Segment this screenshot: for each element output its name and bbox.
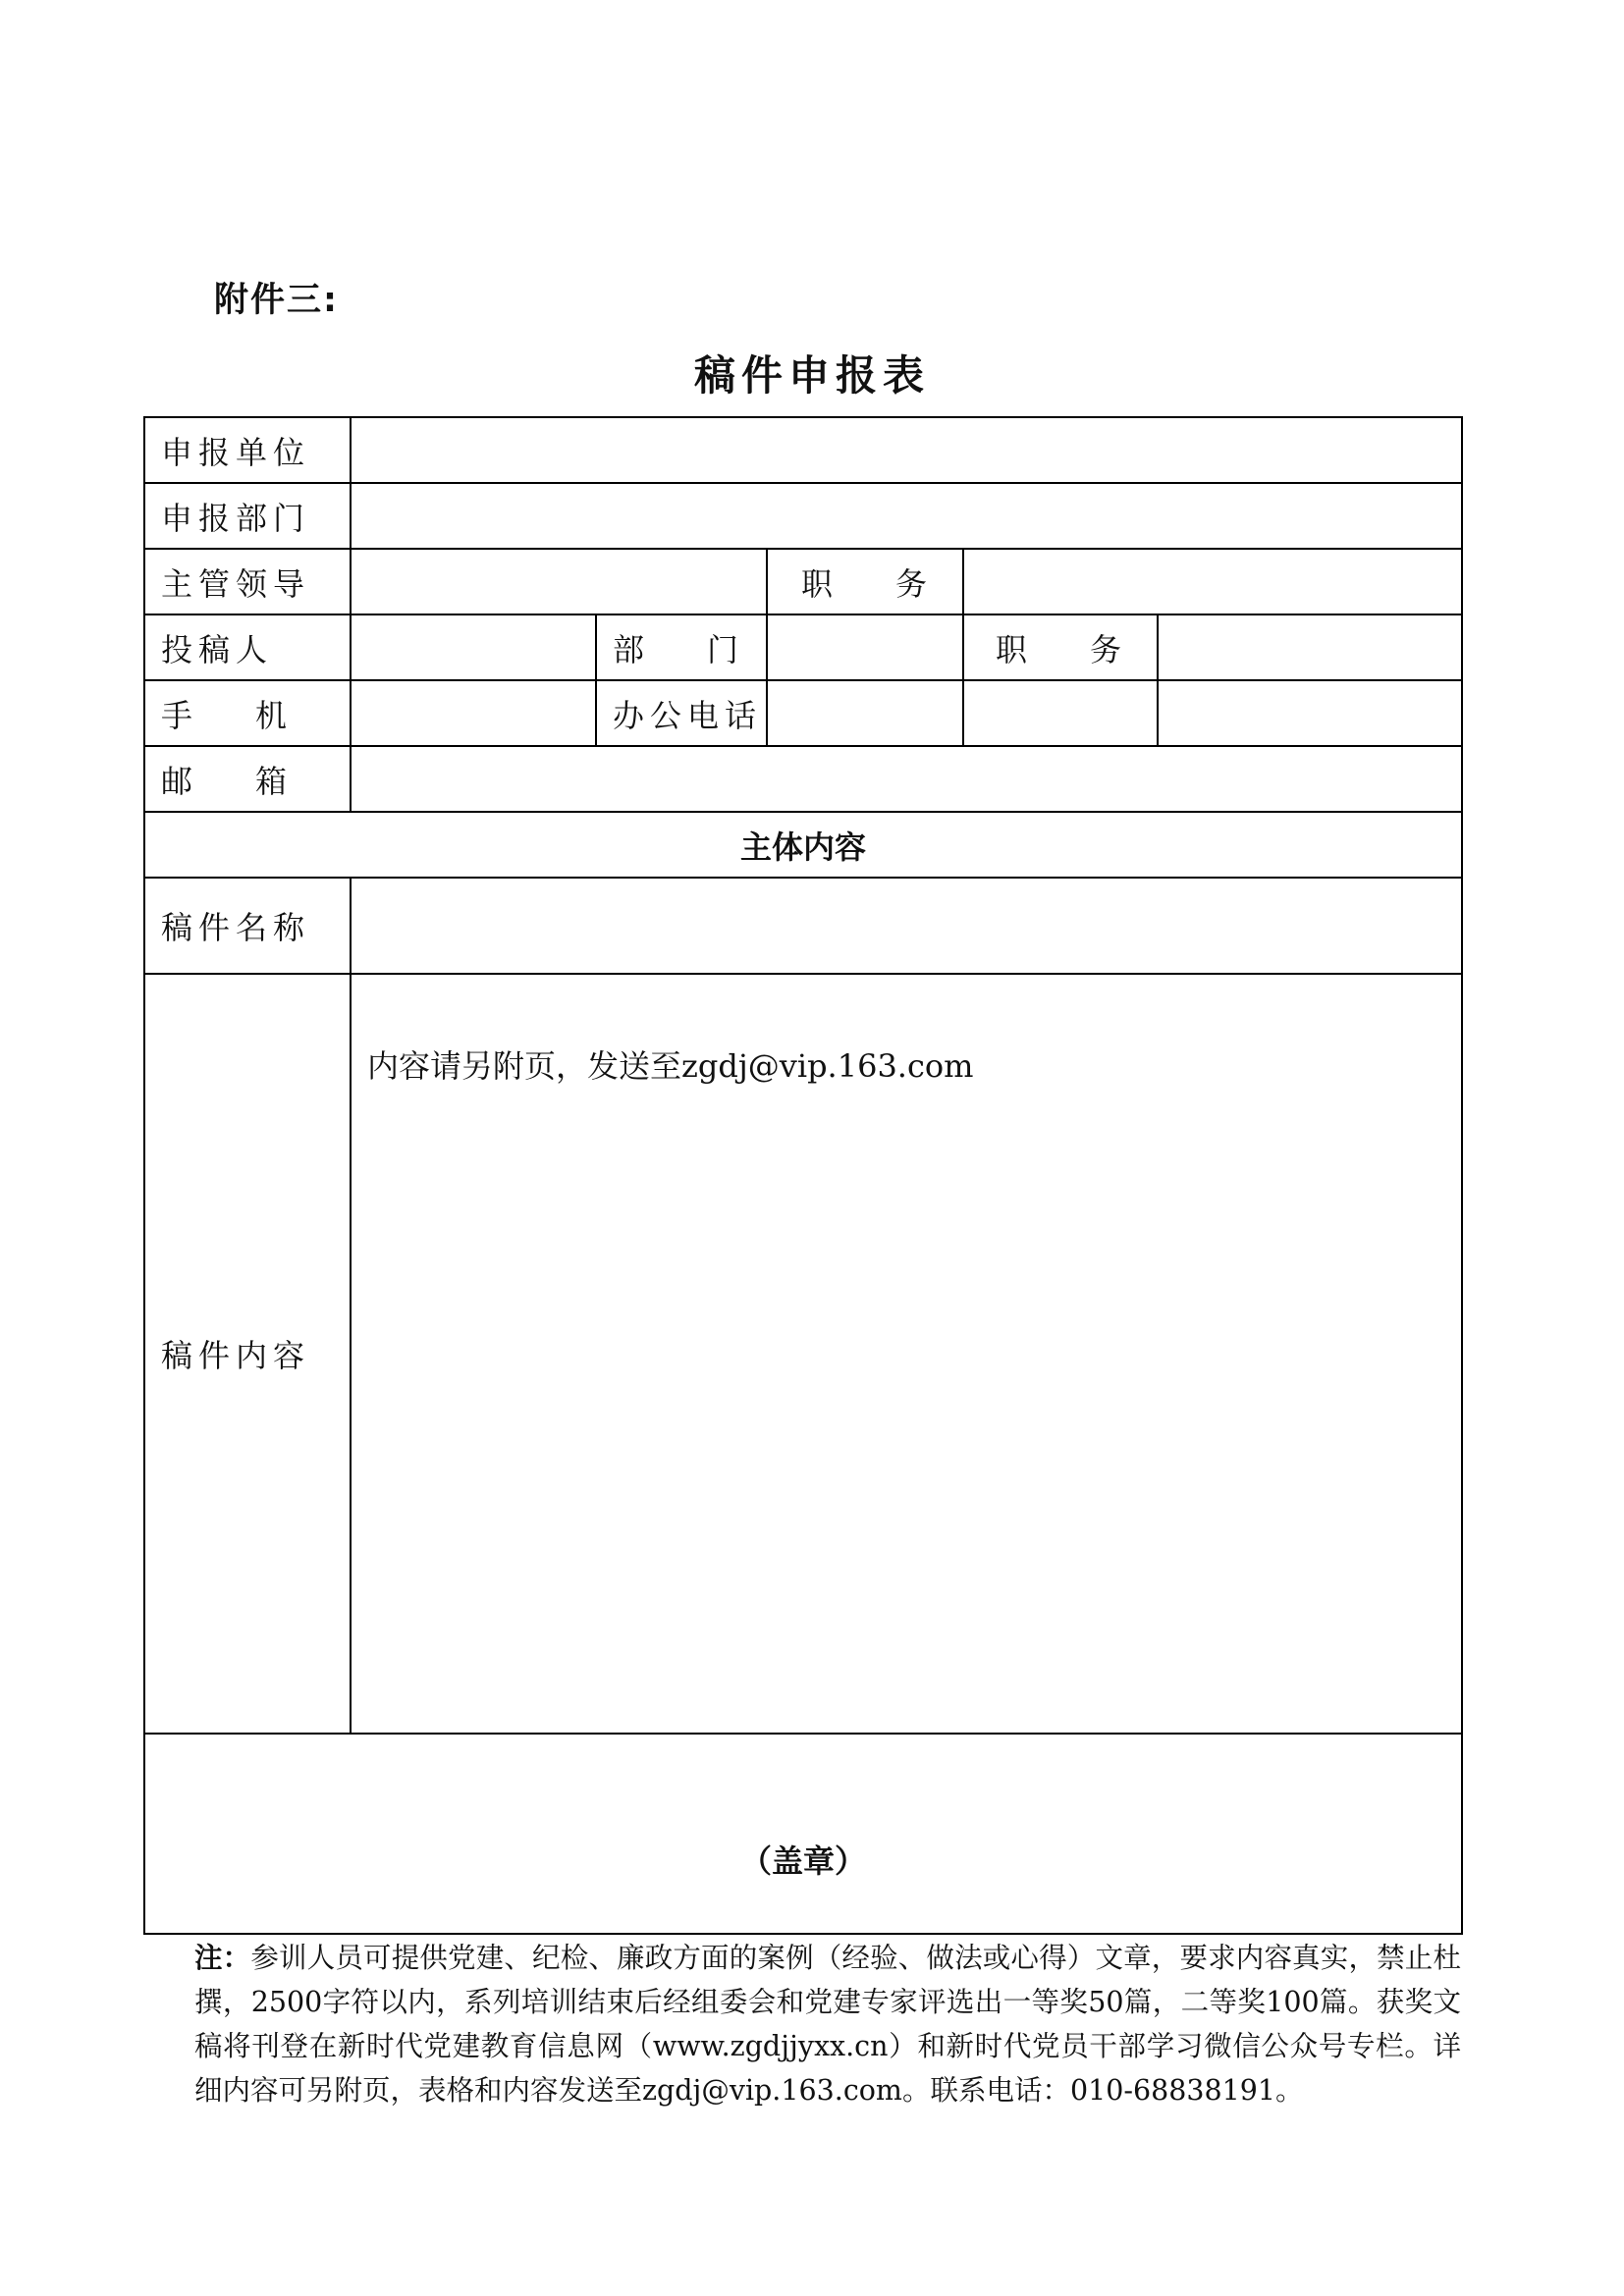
leader-position-label: 职 务 (767, 549, 963, 614)
row-phone (144, 680, 1462, 746)
mobile-label: 手 机 (144, 680, 351, 746)
department-label: 申报部门 (144, 483, 351, 549)
submitter-position-label: 职 务 (963, 614, 1158, 680)
row-submitter (144, 614, 1462, 680)
row-email (144, 746, 1462, 812)
manuscript-name-field[interactable] (351, 878, 1462, 974)
leader-field[interactable] (351, 549, 767, 614)
submitter-position-field[interactable] (1158, 614, 1462, 680)
attachment-label: 附件三: (214, 281, 339, 320)
manuscript-content-label: 稿件内容 (144, 974, 351, 1734)
empty-cell (963, 680, 1158, 746)
unit-label: 申报单位 (144, 417, 351, 483)
row-section-head (144, 812, 1462, 878)
manuscript-content-field[interactable]: 内容请另附页，发送至zgdj@vip.163.com (351, 974, 1462, 1734)
section-title: 主体内容 (144, 812, 1462, 878)
footnote (194, 1936, 1461, 2112)
row-manuscript-name (144, 878, 1462, 974)
submitter-label: 投稿人 (144, 614, 351, 680)
manuscript-name-label: 稿件名称 (144, 878, 351, 974)
submitter-dept-label: 部 门 (596, 614, 767, 680)
submitter-dept-field[interactable] (767, 614, 963, 680)
footnote-text: 参训人员可提供党建、纪检、廉政方面的案例（经验、做法或心得）文章，要求内容真实，禁止杜撰，2500字符以内，系列培训结束后经组委会和党建专家评选出一等奖50篇，二等奖100篇。获奖文稿将刊登在新时代党建教育信息网（www.zgdjjyxx.cn）和新时代党员干部学习微信公众号专栏。详细内容可另附页，表格和内容发送至zgdj@vip.163.com。联系电话：010-68838191。 (194, 1942, 1461, 2107)
row-unit (144, 417, 1462, 483)
office-phone-label: 办公电话 (596, 680, 767, 746)
form-title: 稿件申报表 (693, 351, 930, 400)
row-stamp (144, 1734, 1462, 1934)
mobile-field[interactable] (351, 680, 596, 746)
row-department (144, 483, 1462, 549)
submission-form-table (143, 416, 1463, 1935)
leader-label: 主管领导 (144, 549, 351, 614)
email-label: 邮 箱 (144, 746, 351, 812)
empty-cell (1158, 680, 1462, 746)
stamp-area: （盖章） (144, 1734, 1462, 1934)
email-field[interactable] (351, 746, 1462, 812)
submitter-field[interactable] (351, 614, 596, 680)
row-leader (144, 549, 1462, 614)
footnote-label: 注： (194, 1942, 251, 1974)
department-field[interactable] (351, 483, 1462, 549)
row-manuscript-content (144, 974, 1462, 1734)
unit-field[interactable] (351, 417, 1462, 483)
office-phone-field[interactable] (767, 680, 963, 746)
leader-position-field[interactable] (963, 549, 1462, 614)
